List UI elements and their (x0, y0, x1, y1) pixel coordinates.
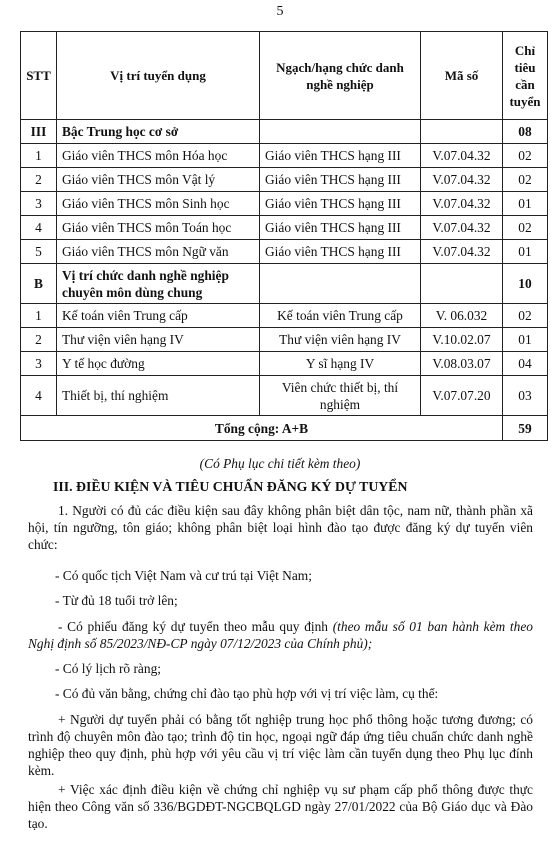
row-position: Thư viện viên hạng IV (57, 328, 260, 352)
total-row (21, 416, 548, 441)
table-row (21, 192, 548, 216)
list-item (28, 618, 533, 652)
list-item: - Có lý lịch rõ ràng; (55, 661, 161, 676)
row-rank: Giáo viên THCS hạng III (260, 192, 421, 216)
row-rank: Viên chức thiết bị, thí nghiệm (260, 376, 421, 416)
item-citation: (theo mẫu số 01 ban hành kèm theo Nghị định số 85/2023/NĐ-CP ngày 07/12/2023 của Chính phủ); (28, 619, 533, 651)
row-rank: Y sĩ hạng IV (260, 352, 421, 376)
sub-item: + Việc xác định điều kiện về chứng chỉ nghiệp vụ sư phạm cấp phổ thông được thực hiện theo Công văn số 336/BGDĐT-NGCBQLGD ngày 27/01/2022 của Bộ Giáo dục và Đào tạo. (28, 782, 533, 831)
section-stt: B (21, 264, 57, 304)
paragraph-conditions: 1. Người có đủ các điều kiện sau đây không phân biệt dân tộc, nam nữ, thành phần xã hội, tín ngưỡng, tôn giáo; không phân biệt loại hình đào tạo được đăng ký dự tuyển viên chức: (28, 503, 533, 552)
row-rank: Giáo viên THCS hạng III (260, 216, 421, 240)
row-position: Giáo viên THCS môn Vật lý (57, 168, 260, 192)
row-position: Y tế học đường (57, 352, 260, 376)
header-stt: STT (21, 32, 57, 120)
row-stt: 3 (21, 352, 57, 376)
row-position: Giáo viên THCS môn Sinh học (57, 192, 260, 216)
row-code: V.07.04.32 (421, 168, 503, 192)
table-row (21, 328, 548, 352)
header-count: Chỉ tiêu cần tuyển (503, 32, 548, 120)
row-code: V. 06.032 (421, 304, 503, 328)
section-count: 08 (503, 120, 548, 144)
row-stt: 2 (21, 328, 57, 352)
table-row (21, 352, 548, 376)
total-label: Tổng cộng: A+B (21, 416, 503, 441)
section-row (21, 264, 548, 304)
row-rank: Giáo viên THCS hạng III (260, 144, 421, 168)
section-heading: III. ĐIỀU KIỆN VÀ TIÊU CHUẨN ĐĂNG KÝ DỰ TUYỂN (53, 479, 408, 494)
row-stt: 3 (21, 192, 57, 216)
row-count: 01 (503, 328, 548, 352)
row-code: V.08.03.07 (421, 352, 503, 376)
section-count: 10 (503, 264, 548, 304)
row-code: V.10.02.07 (421, 328, 503, 352)
row-count: 02 (503, 144, 548, 168)
row-count: 04 (503, 352, 548, 376)
row-stt: 1 (21, 304, 57, 328)
row-code: V.07.07.20 (421, 376, 503, 416)
table-row (21, 216, 548, 240)
row-count: 02 (503, 304, 548, 328)
row-count: 02 (503, 168, 548, 192)
row-position: Thiết bị, thí nghiệm (57, 376, 260, 416)
row-stt: 1 (21, 144, 57, 168)
table-row (21, 168, 548, 192)
section-stt: III (21, 120, 57, 144)
table-row (21, 304, 548, 328)
header-code: Mã số (421, 32, 503, 120)
row-count: 03 (503, 376, 548, 416)
row-code: V.07.04.32 (421, 192, 503, 216)
table-row (21, 240, 548, 264)
item-text: - Có phiếu đăng ký dự tuyển theo mẫu quy định (58, 619, 333, 634)
total-count: 59 (503, 416, 548, 441)
section-label: Bậc Trung học cơ sở (57, 120, 260, 144)
row-stt: 4 (21, 376, 57, 416)
row-count: 01 (503, 192, 548, 216)
sub-item: + Người dự tuyển phải có bằng tốt nghiệp trung học phổ thông hoặc tương đương; có trình độ chuyên môn đào tạo; trình độ tin học, ngoại ngữ đáp ứng tiêu chuẩn chức danh nghề nghiệp theo quy định, phù hợp với yêu cầu vị trí việc làm cần tuyển dụng theo Phụ lục đính kèm. (28, 712, 533, 778)
section-row (21, 120, 548, 144)
list-item: - Từ đủ 18 tuổi trở lên; (55, 593, 178, 608)
table-row (21, 376, 548, 416)
row-count: 02 (503, 216, 548, 240)
header-rank: Ngạch/hạng chức danh nghề nghiệp (260, 32, 421, 120)
row-count: 01 (503, 240, 548, 264)
header-position: Vị trí tuyển dụng (57, 32, 260, 120)
row-position: Giáo viên THCS môn Hóa học (57, 144, 260, 168)
row-code: V.07.04.32 (421, 144, 503, 168)
row-rank: Thư viện viên hạng IV (260, 328, 421, 352)
section-label: Vị trí chức danh nghề nghiệp chuyên môn dùng chung (57, 264, 260, 304)
row-rank: Kế toán viên Trung cấp (260, 304, 421, 328)
table-header-row (21, 32, 548, 120)
row-position: Giáo viên THCS môn Ngữ văn (57, 240, 260, 264)
table-row (21, 144, 548, 168)
row-rank: Giáo viên THCS hạng III (260, 168, 421, 192)
row-stt: 5 (21, 240, 57, 264)
row-position: Giáo viên THCS môn Toán học (57, 216, 260, 240)
row-rank: Giáo viên THCS hạng III (260, 240, 421, 264)
list-item: - Có quốc tịch Việt Nam và cư trú tại Việt Nam; (55, 568, 312, 583)
appendix-note: (Có Phụ lục chi tiết kèm theo) (199, 456, 361, 471)
row-code: V.07.04.32 (421, 240, 503, 264)
row-position: Kế toán viên Trung cấp (57, 304, 260, 328)
recruitment-table (20, 31, 548, 441)
list-item: - Có đủ văn bằng, chứng chỉ đào tạo phù hợp với vị trí việc làm, cụ thể: (55, 686, 439, 701)
row-stt: 2 (21, 168, 57, 192)
page-number: 5 (276, 4, 284, 19)
row-stt: 4 (21, 216, 57, 240)
row-code: V.07.04.32 (421, 216, 503, 240)
